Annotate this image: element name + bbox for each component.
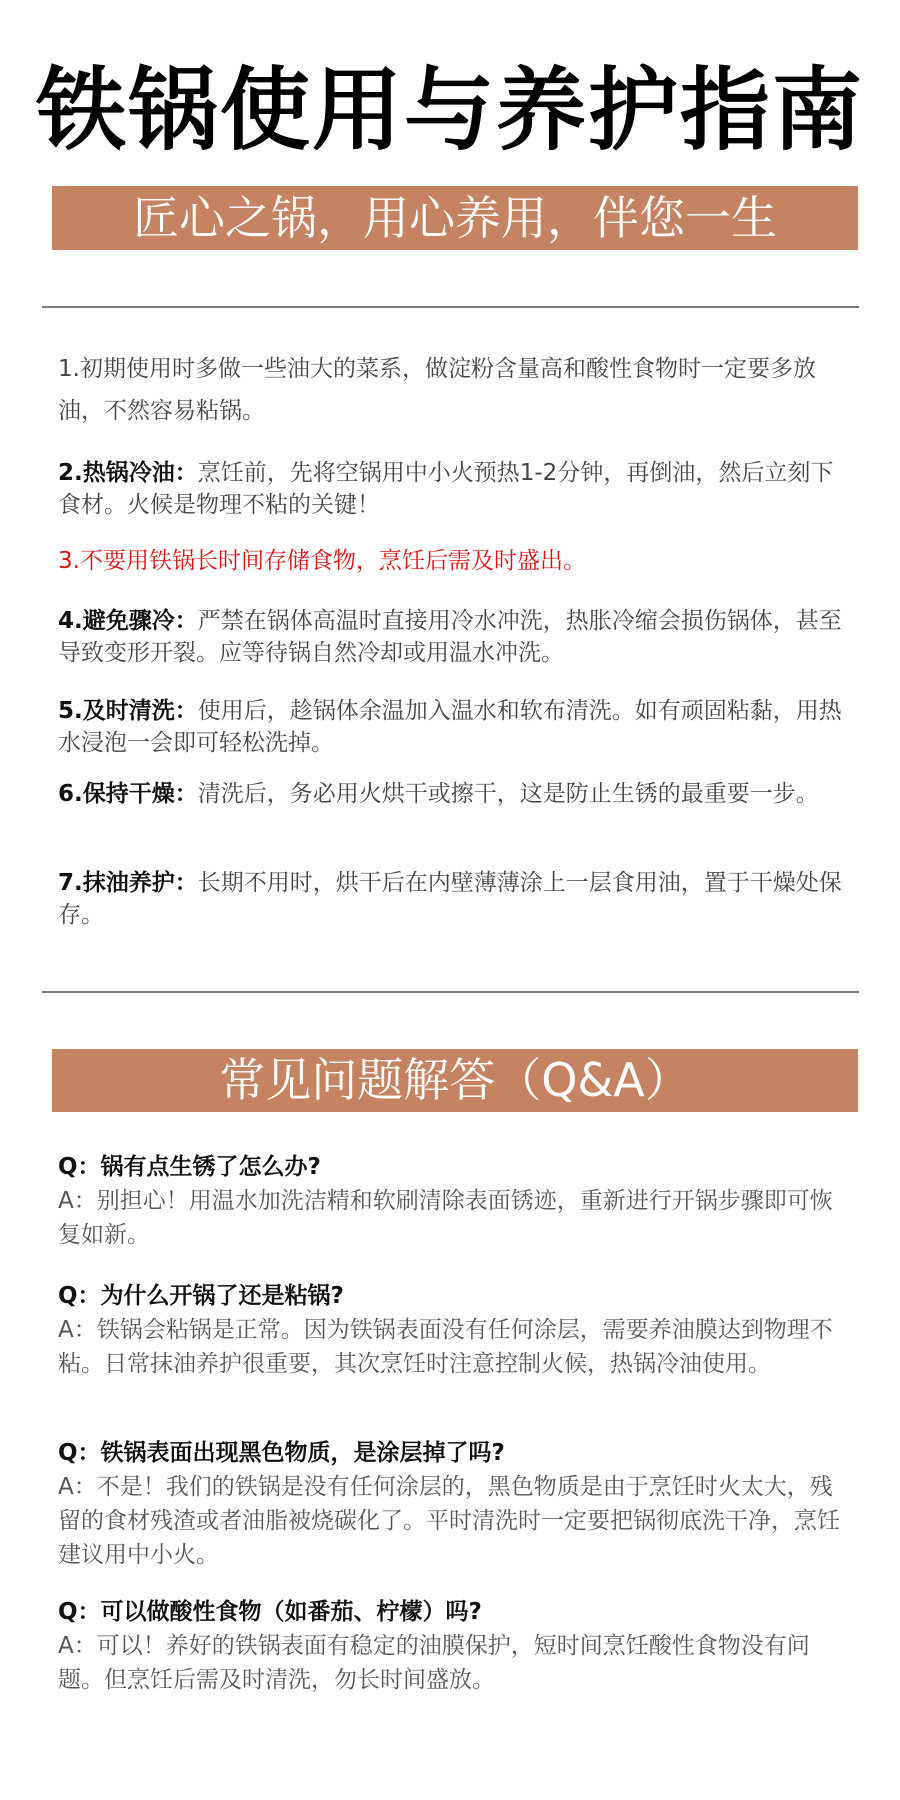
faq-question: Q：铁锅表面出现黑色物质，是涂层掉了吗? [58, 1440, 505, 1466]
faq-item-3 [58, 1436, 853, 1572]
faq-item-4 [58, 1595, 853, 1697]
faq-answer: A：可以！养好的铁锅表面有稳定的油膜保护，短时间烹饪酸性食物没有问题。但烹饪后需及时清洗，勿长时间盛放。 [58, 1633, 810, 1693]
faq-title-banner: 常见问题解答（Q&A） [52, 1049, 858, 1112]
faq-item-2 [58, 1279, 853, 1381]
tip-1 [58, 348, 853, 432]
tip-text: 烹饪前，先将空锅用中小火预热1-2分钟，再倒油，然后立刻下食材。火候是物理不粘的关键！ [58, 460, 834, 518]
tip-text: 长期不用时，烘干后在内壁薄薄涂上一层食用油，置于干燥处保存。 [58, 870, 842, 928]
tip-text: 使用后，趁锅体余温加入温水和软布清洗。如有顽固粘黏，用热水浸泡一会即可轻松洗掉。 [58, 698, 842, 756]
divider [42, 306, 859, 308]
faq-question: Q：为什么开锅了还是粘锅? [58, 1283, 344, 1309]
tip-6 [58, 778, 853, 810]
tip-label: 2.热锅冷油： [58, 460, 198, 486]
tip-text: 1.初期使用时多做一些油大的菜系，做淀粉含量高和酸性食物时一定要多放油，不然容易粘锅。 [58, 356, 816, 424]
faq-answer: A：别担心！用温水加洗洁精和软刷清除表面锈迹，重新进行开锅步骤即可恢复如新。 [58, 1188, 833, 1248]
faq-item-1 [58, 1150, 853, 1252]
tip-text: 严禁在锅体高温时直接用冷水冲洗，热胀冷缩会损伤锅体，甚至导致变形开裂。应等待锅自然冷却或用温水冲洗。 [58, 608, 842, 666]
faq-question: Q：锅有点生锈了怎么办? [58, 1154, 321, 1180]
tip-label: 7.抹油养护： [58, 870, 198, 896]
tip-7 [58, 867, 853, 931]
tip-2 [58, 457, 853, 521]
tip-3-warning [58, 545, 853, 577]
tip-text: 清洗后，务必用火烘干或擦干，这是防止生锈的最重要一步。 [197, 781, 819, 807]
faq-answer: A：不是！我们的铁锅是没有任何涂层的，黑色物质是由于烹饪时火太大，残留的食材残渣或者油脂被烧碳化了。平时清洗时一定要把锅彻底洗干净，烹饪建议用中小火。 [58, 1474, 840, 1568]
subtitle-banner: 匠心之锅，用心养用，伴您一生 [52, 186, 858, 250]
page-title: 铁锅使用与养护指南 [36, 58, 864, 163]
tip-4 [58, 605, 853, 669]
tip-label: 6.保持干燥： [58, 781, 198, 807]
tip-label: 4.避免骤冷： [58, 608, 198, 634]
tip-text: 3.不要用铁锅长时间存储食物，烹饪后需及时盛出。 [58, 548, 586, 574]
tip-5 [58, 695, 853, 759]
faq-question: Q：可以做酸性食物（如番茄、柠檬）吗? [58, 1599, 482, 1625]
tip-label: 5.及时清洗： [58, 698, 198, 724]
faq-answer: A：铁锅会粘锅是正常。因为铁锅表面没有任何涂层，需要养油膜达到物理不粘。日常抹油养护很重要，其次烹饪时注意控制火候，热锅冷油使用。 [58, 1317, 833, 1377]
divider [42, 991, 859, 993]
